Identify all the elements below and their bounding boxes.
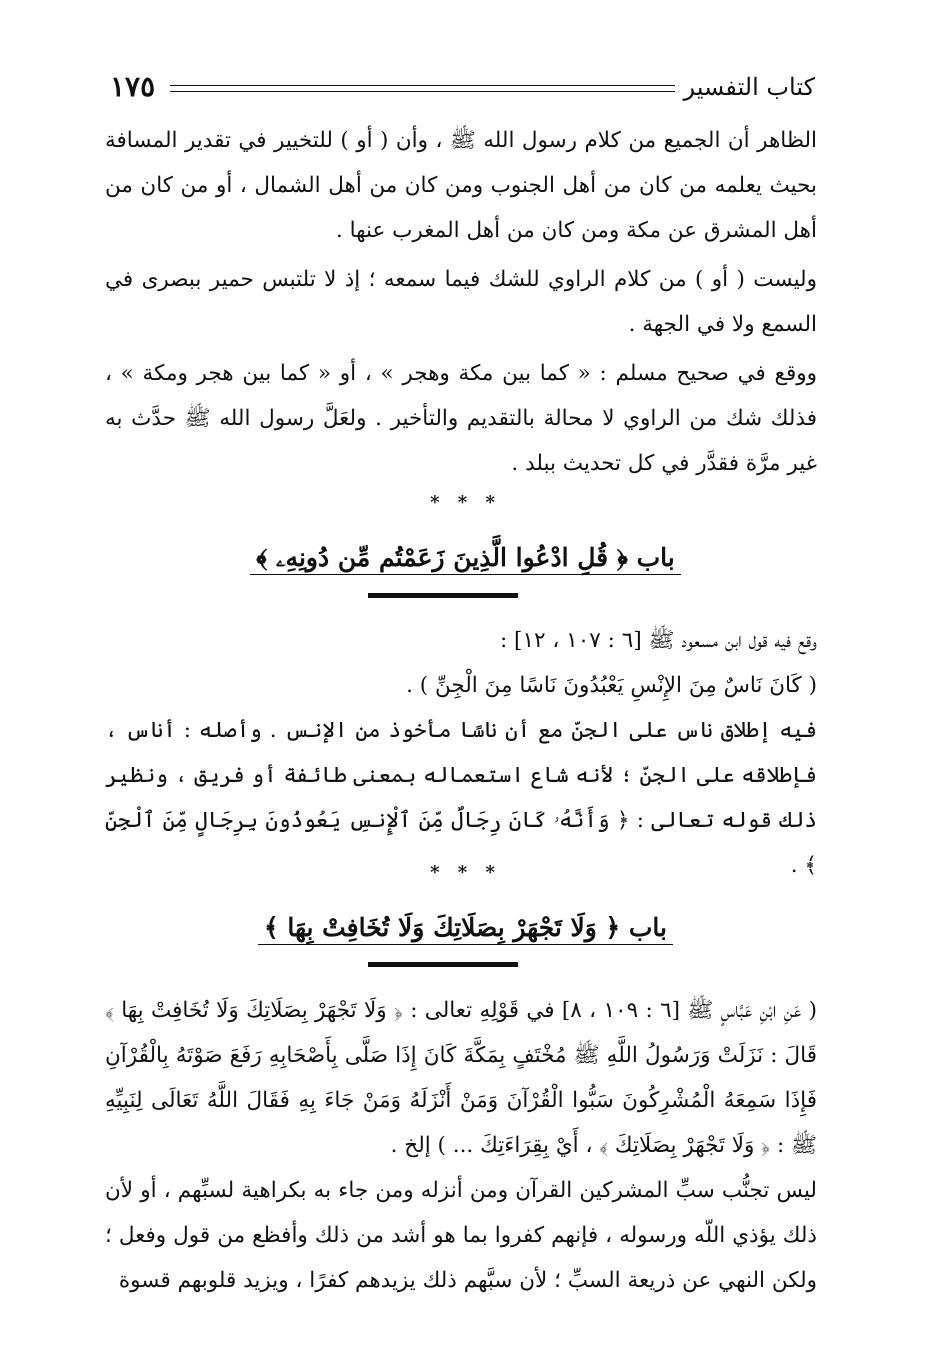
section-separator: * * * bbox=[430, 862, 501, 883]
chapter-heading bbox=[0, 543, 931, 573]
paragraph: وقع فيه قول ابن مسعود ﷺ [٦ : ١٠٧ ، ١٢] : bbox=[499, 628, 817, 653]
chapter-title: باب ﴿ وَلَا تَجْهَرْ بِصَلَاتِكَ وَلَا تُخَافِتْ بِهَا ﴾ bbox=[258, 913, 673, 945]
page-number: ١٧٥ bbox=[110, 70, 156, 103]
section-3 bbox=[105, 988, 817, 1303]
heading-underline-bar bbox=[368, 962, 518, 967]
heading-underline-bar bbox=[368, 593, 518, 598]
paragraph: فيه إطلاق ناس على الجنّ مع أن ناسًا مأخوذ من الإنس . وأصله : أناس ، فإطلاقه على الجنّ ؛ لأنه شاع استعماله بمعنى طائفة أو فريق ، ونظير ذلك قوله تعالى : ﴿ وَأَنَّهُۥ كَانَ رِجَالٌ مِّنَ ٱلْإِنسِ يَعُوذُونَ بِرِجَالٍ مِّنَ ٱلْجِنِّ ﴾ . bbox=[105, 718, 817, 878]
chapter-title: باب ﴿ قُلِ ادْعُوا الَّذِينَ زَعَمْتُم مِّن دُونِهِۦ ﴾ bbox=[250, 543, 680, 575]
paragraph: ليس تجنُّب سبِّ المشركين القرآن ومن أنزله ومن جاء به بكراهية لسبِّهم ، أو لأن ذلك يؤذي اللّه ورسوله ، فإنهم كفروا بما هو أشد من ذلك وأفظع من قول وفعل ؛ ولكن النهي عن ذريعة السبِّ ؛ لأن سبَّهم ذلك يزيدهم كفرًا ، ويزيد قلوبهم قسوة bbox=[105, 1178, 817, 1293]
hadith-quote: ( كَانَ نَاسٌ مِنَ الإِنْسِ يَعْبُدُونَ نَاسًا مِنَ الْجِنِّ ) . bbox=[406, 673, 817, 698]
running-title: كتاب التفسير bbox=[683, 73, 815, 101]
hadith-quote: ( عَنِ ابْنِ عَبَّاسٍ ﷺ [٦ : ١٠٩ ، ٨] في قَوْلِهِ تعالى : ﴿ وَلَا تَجْهَرْ بِصَلَاتِكَ وَلَا تُخَافِتْ بِهَا ﴾ قَالَ : نَزَلَتْ وَرَسُولُ اللَّهِ ﷺ مُخْتَفٍ بِمَكَّةَ كَانَ إِذَا صَلَّى بِأَصْحَابِهِ رَفَعَ صَوْتَهُ بِالْقُرْآنِ فَإِذَا سَمِعَهُ الْمُشْرِكُونَ سَبُّوا الْقُرْآنَ وَمَنْ أَنْزَلَهُ وَمَنْ جَاءَ بِهِ فَقَالَ اللَّهُ تَعَالَى لِنَبِيِّهِ ﷺ : ﴿ وَلَا تَجْهَرْ بِصَلَاتِكَ ﴾ ، أَيْ بِقِرَاءَتِكَ ... ) إلخ . bbox=[105, 998, 818, 1158]
paragraph: وليست ( أو ) من كلام الراوي للشك فيما سمعه ؛ إذ لا تلتبس حمير ببصرى في السمع ولا في الجهة . bbox=[105, 267, 817, 337]
paragraph: الظاهر أن الجميع من كلام رسول الله ﷺ ، وأن ( أو ) للتخيير في تقدير المسافة بحيث يعلمه من كان من أهل الجنوب ومن كان من أهل الشمال ، أو من كان من أهل المشرق عن مكة ومن كان من أهل المغرب عنها . bbox=[105, 128, 817, 243]
section-1 bbox=[105, 118, 817, 486]
paragraph: ووقع في صحيح مسلم : « كما بين مكة وهجر » ، أو « كما بين هجر ومكة » ، فذلك شك من الراوي لا محالة بالتقديم والتأخير . ولعَلَّ رسول الله ﷺ حدَّث به غير مرَّة فقدَّر في كل تحديث ببلد . bbox=[105, 361, 817, 476]
header-double-rule bbox=[170, 85, 675, 92]
page-header bbox=[110, 70, 815, 104]
section-2 bbox=[105, 618, 817, 888]
chapter-heading bbox=[0, 913, 931, 942]
section-separator: * * * bbox=[430, 492, 501, 513]
